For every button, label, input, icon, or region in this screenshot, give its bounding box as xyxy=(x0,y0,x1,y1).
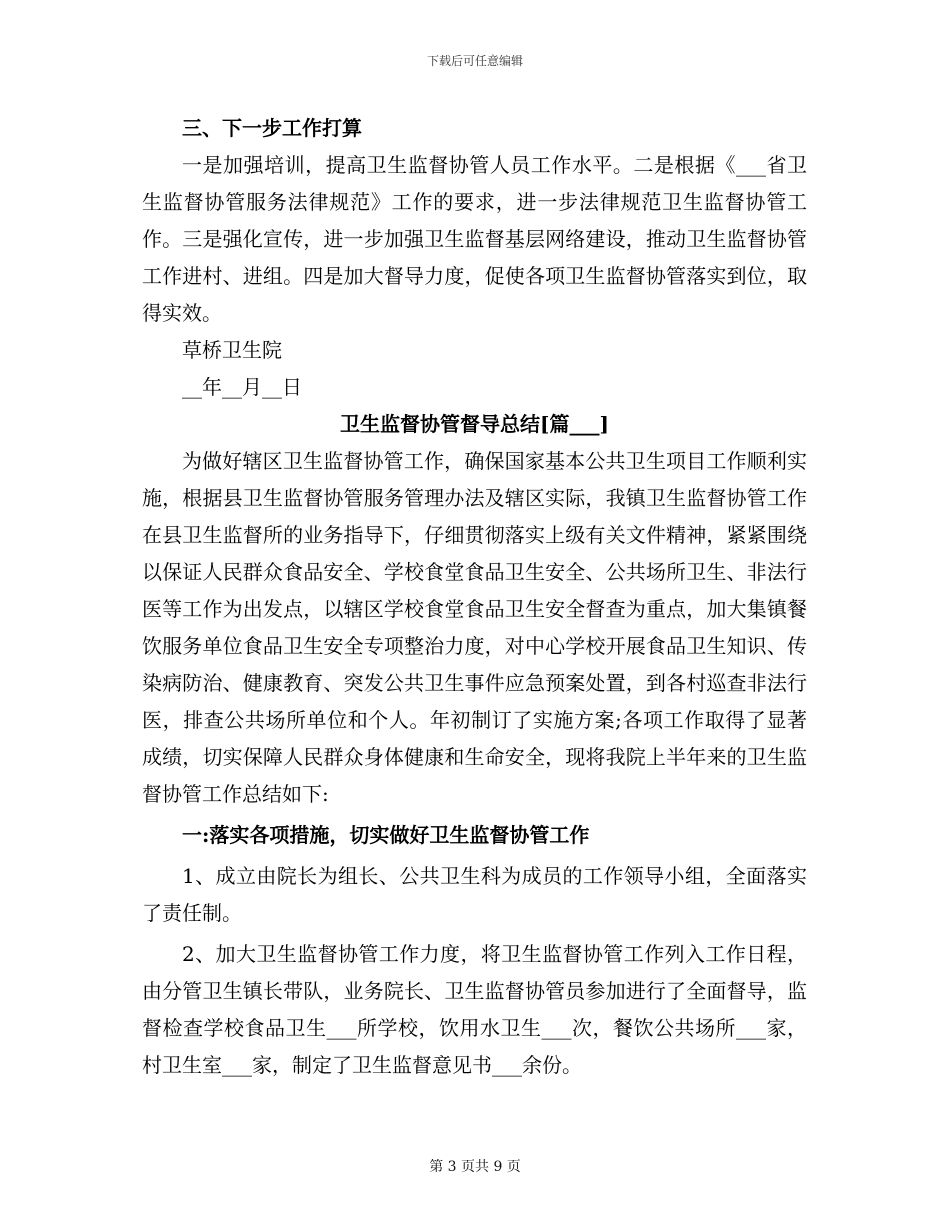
list-item: 2、加大卫生监督协管工作力度，将卫生监督协管工作列入工作日程，由分管卫生镇长带队，业务院长、卫生监督协管员参加进行了全面督导，监督检查学校食品卫生___所学校，饮用水卫生___次，餐饮公共场所___家，村卫生室___家，制定了卫生监督意见书___余份。 xyxy=(142,942,807,1077)
paragraph: 一是加强培训，提高卫生监督协管人员工作水平。二是根据《___省卫生监督协管服务法律规范》工作的要求，进一步法律规范卫生监督协管工作。三是强化宣传，进一步加强卫生监督基层网络建设，推动卫生监督协管工作进村、进组。四是加大督导力度，促使各项卫生监督协管落实到位，取得实效。 xyxy=(142,153,807,325)
sub-heading: 一:落实各项措施，切实做好卫生监督协管工作 xyxy=(182,823,590,847)
intro-paragraph: 为做好辖区卫生监督协管工作，确保国家基本公共卫生项目工作顺利实施，根据县卫生监督协管服务管理办法及辖区实际，我镇卫生监督协管工作在县卫生监督所的业务指导下，仔细贯彻落实上级有关文件精神，紧紧围绕以保证人民群众食品安全、学校食堂食品卫生安全、公共场所卫生、非法行医等工作为出发点，以辖区学校食堂食品卫生安全督查为重点，加大集镇餐饮服务单位食品卫生安全专项整治力度，对中心学校开展食品卫生知识、传染病防治、健康教育、突发公共卫生事件应急预案处置，到各村巡查非法行医，排查公共场所单位和个人。年初制订了实施方案;各项工作取得了显著成绩，切实保障人民群众身体健康和生命安全，现将我院上半年来的卫生监督协管工作总结如下: xyxy=(142,449,807,806)
page-header: 下载后可任意编辑 xyxy=(426,54,523,68)
date-line: __年__月__日 xyxy=(182,375,302,399)
section-heading: 三、下一步工作打算 xyxy=(182,116,362,140)
article-title: 卫生监督协管督导总结[篇___] xyxy=(340,412,609,436)
page-footer: 第 3 页共 9 页 xyxy=(429,1159,521,1175)
organization-name: 草桥卫生院 xyxy=(182,338,282,362)
list-item: 1、成立由院长为组长、公共卫生科为成员的工作领导小组，全面落实了责任制。 xyxy=(142,864,807,925)
document-body xyxy=(142,110,807,1084)
